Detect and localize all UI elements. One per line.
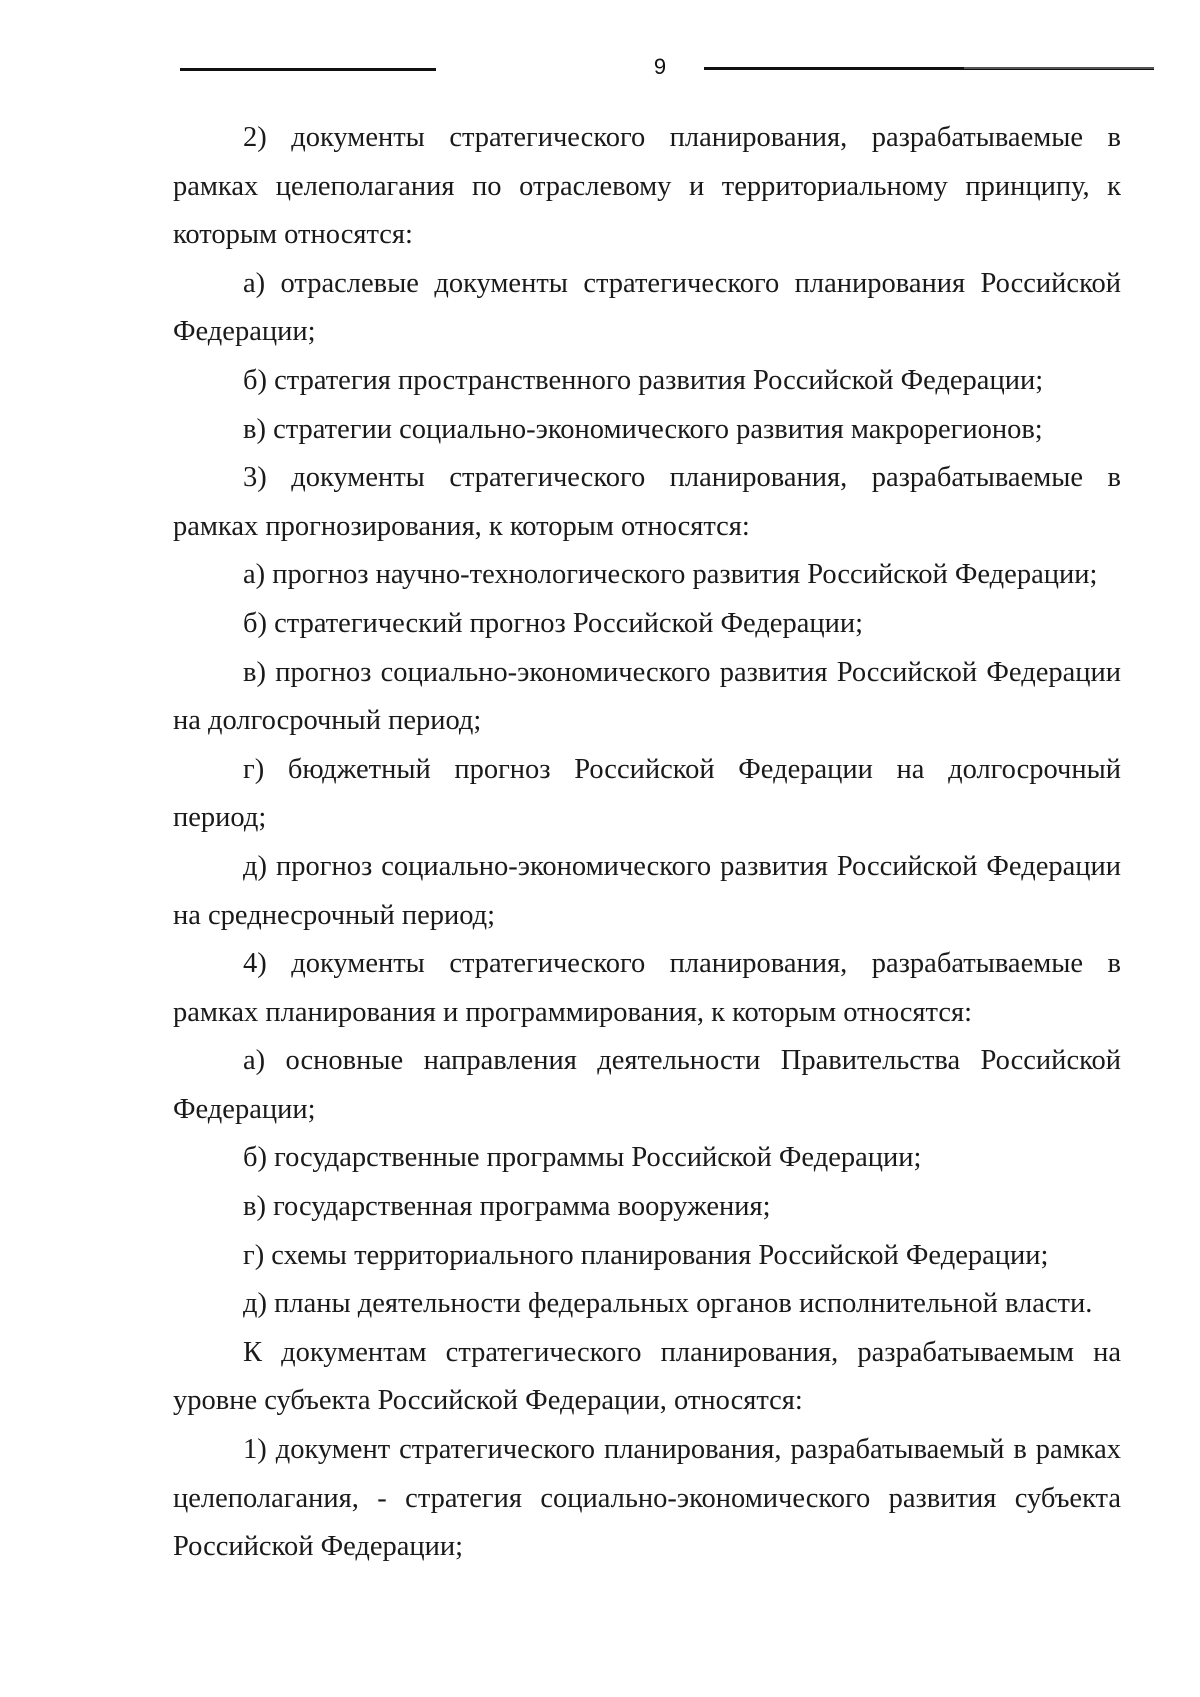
paragraph-3b: б) стратегический прогноз Российской Федерации; (243, 607, 864, 639)
paragraph-3a: а) прогноз научно-технологического развития Российской Федерации; (243, 559, 1098, 591)
paragraph-4a: а) основные направления деятельности Правительства Российской Федерации; (173, 1045, 1121, 1125)
paragraph-4e: д) планы деятельности федеральных органов исполнительной власти. (243, 1288, 1093, 1320)
paragraph-3d: г) бюджетный прогноз Российской Федерации на долгосрочный период; (173, 753, 1121, 834)
paragraph-4b: б) государственные программы Российской Федерации; (243, 1142, 922, 1174)
paragraph-4d: г) схемы территориального планирования Российской Федерации; (243, 1239, 1049, 1271)
header-rule-left (180, 68, 436, 71)
paragraph-2c: в) стратегии социально-экономического развития макрорегионов; (243, 413, 1043, 445)
document-body (173, 114, 1121, 1572)
paragraph-4-planning-programming: 4) документы стратегического планирования, разрабатываемые в рамках планирования и программирования, к которым относятся: (173, 948, 1121, 1028)
header-rule-right (704, 67, 1154, 70)
paragraph-3-forecasting: 3) документы стратегического планирования, разрабатываемые в рамках прогнозирования, к которым относятся: (173, 462, 1121, 542)
page-number: 9 (653, 54, 667, 79)
paragraph-4c: в) государственная программа вооружения; (243, 1191, 771, 1223)
paragraph-regional-level: К документам стратегического планирования, разрабатываемым на уровне субъекта Российской Федерации, относятся: (173, 1336, 1121, 1417)
paragraph-2b: б) стратегия пространственного развития Российской Федерации; (243, 364, 1044, 396)
paragraph-3e: д) прогноз социально-экономического развития Российской Федерации на среднесрочный период; (173, 850, 1121, 931)
paragraph-regional-1: 1) документ стратегического планирования, разрабатываемый в рамках целеполагания, - стратегия социально-экономического развития субъекта Российской Федерации; (173, 1434, 1121, 1563)
page-header (0, 52, 1200, 92)
paragraph-2-goal-setting-sectoral: 2) документы стратегического планирования, разрабатываемые в рамках целеполагания по отраслевому и территориальному принципу, к которым относятся: (173, 122, 1121, 251)
paragraph-3c: в) прогноз социально-экономического развития Российской Федерации на долгосрочный период; (173, 656, 1121, 737)
paragraph-2a: а) отраслевые документы стратегического планирования Российской Федерации; (173, 267, 1121, 348)
